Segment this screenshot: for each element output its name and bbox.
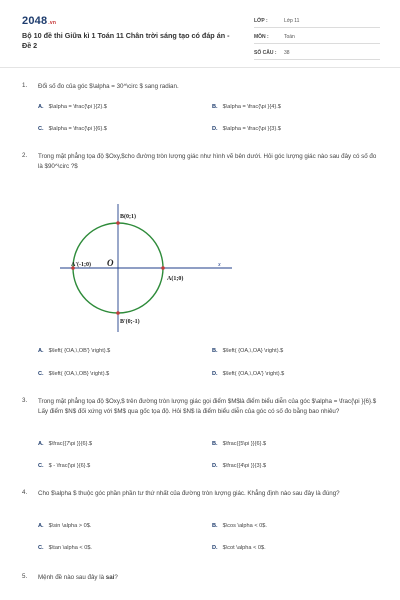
option-text: $\frac{{5\pi }}{6}.$ <box>222 441 267 447</box>
meta-label: LỚP : <box>254 18 268 24</box>
option-letter: D. <box>212 545 218 551</box>
option-1a[interactable] <box>38 104 107 110</box>
option-letter: A. <box>38 523 44 529</box>
question-number: 5. <box>22 573 28 580</box>
question-text: Trong mặt phẳng tọa độ $Oxy,$cho đường tròn lượng giác như hình vẽ bên dưới. Hỏi góc lượng giác nào sau đây có số đo là $90^\circ ?$ <box>38 153 377 170</box>
option-letter: D. <box>212 126 218 132</box>
option-letter: A. <box>38 104 44 110</box>
question-number: 2. <box>22 152 28 159</box>
option-text: $\alpha = \frac{\pi }{2}.$ <box>48 104 107 110</box>
option-3a[interactable] <box>38 441 92 447</box>
option-letter: B. <box>212 348 218 354</box>
meta-value: Lớp 11 <box>284 18 300 24</box>
unit-circle-figure <box>60 202 240 334</box>
option-letter: C. <box>38 545 44 551</box>
question-number: 4. <box>22 489 28 496</box>
meta-row-class <box>254 14 380 28</box>
meta-value: Toán <box>284 34 295 40</box>
question-number: 3. <box>22 397 28 404</box>
option-4a[interactable] <box>38 523 91 529</box>
meta-value: 38 <box>284 50 290 56</box>
option-text: $\cot \alpha < 0$. <box>222 545 266 551</box>
option-3c[interactable] <box>38 463 90 469</box>
label-origin: O <box>107 258 114 268</box>
option-letter: C. <box>38 463 44 469</box>
question-text-emphasis: sai <box>105 574 115 581</box>
option-4d[interactable] <box>212 545 266 551</box>
option-text: $\frac{{7\pi }}{6}.$ <box>48 441 93 447</box>
option-text: $\frac{{4\pi }}{3}.$ <box>222 463 267 469</box>
label-a: A(1;0) <box>167 276 184 282</box>
option-4b[interactable] <box>212 523 267 529</box>
option-text: $\alpha = \frac{\pi }{3}.$ <box>222 126 281 132</box>
exam-meta <box>254 14 380 62</box>
unit-circle-svg <box>60 202 240 334</box>
option-text: $ - \frac{\pi }{6}.$ <box>48 463 91 469</box>
question-number: 1. <box>22 82 28 89</box>
question-text: Cho $\alpha $ thuộc góc phần phần tư thứ nhất của đường tròn lượng giác. Khẳng định nào sau đây là đúng? <box>38 490 340 497</box>
meta-label: MÔN : <box>254 34 269 40</box>
question-text-part: ? <box>114 574 118 581</box>
option-text: $\tan \alpha < 0$. <box>48 545 92 551</box>
label-x-axis: x <box>218 262 221 268</box>
option-letter: C. <box>38 126 44 132</box>
meta-row-subject <box>254 30 380 44</box>
meta-label: SỐ CÂU : <box>254 50 277 56</box>
label-b: B(0;1) <box>120 214 136 220</box>
option-2b[interactable] <box>212 348 283 354</box>
option-letter: B. <box>212 441 218 447</box>
question-text <box>38 573 378 583</box>
option-text: $\left( {OA,\,OA} \right).$ <box>222 348 284 354</box>
option-3b[interactable] <box>212 441 266 447</box>
option-4c[interactable] <box>38 545 92 551</box>
question-text: Trong mặt phẳng tọa độ $Oxy,$ trên đường tròn lượng giác gọi điểm $M$là điểm biểu diễn của góc $\alpha = \frac{\pi }{6}.$ Lấy điểm $N$ đối xứng với $M$ qua gốc tọa độ. Hỏi $N$ là điểm biểu diễn của góc có số đo bằng bao nhiêu? <box>38 398 377 415</box>
option-1c[interactable] <box>38 126 107 132</box>
option-text: $\alpha = \frac{\pi }{6}.$ <box>48 126 107 132</box>
option-letter: B. <box>212 523 218 529</box>
point-b-prime <box>116 311 120 315</box>
page-title: Bộ 10 đề thi Giữa kì 1 Toán 11 Chân trời sáng tạo có đáp án - Đề 2 <box>22 31 230 50</box>
option-letter: A. <box>38 348 44 354</box>
logo-suffix: .vn <box>48 20 57 26</box>
meta-row-count <box>254 46 380 60</box>
option-letter: B. <box>212 104 218 110</box>
option-1b[interactable] <box>212 104 281 110</box>
header <box>0 0 400 68</box>
option-2c[interactable] <box>38 371 109 377</box>
site-logo[interactable] <box>22 15 56 27</box>
option-text: $\left( {OA,\,OB'} \right).$ <box>48 348 111 354</box>
question-text-part: Mệnh đề nào sau đây là <box>38 574 106 581</box>
label-a-prime: A'(-1;0) <box>71 262 91 268</box>
option-text: $\cos \alpha < 0$. <box>222 523 267 529</box>
option-letter: C. <box>38 371 44 377</box>
option-text: $\left( {OA,\,OB} \right).$ <box>48 371 110 377</box>
option-letter: D. <box>212 371 218 377</box>
option-1d[interactable] <box>212 126 281 132</box>
option-2a[interactable] <box>38 348 110 354</box>
option-letter: D. <box>212 463 218 469</box>
option-text: $\alpha = \frac{\pi }{4}.$ <box>222 104 281 110</box>
option-text: $\sin \alpha > 0$. <box>48 523 92 529</box>
point-b <box>116 221 120 225</box>
option-3d[interactable] <box>212 463 266 469</box>
question-text: Đổi số đo của góc $\alpha = 30^\circ $ sang radian. <box>38 83 179 90</box>
point-a <box>161 266 165 270</box>
option-2d[interactable] <box>212 371 284 377</box>
logo-main: 2048 <box>22 15 48 27</box>
option-letter: A. <box>38 441 44 447</box>
label-b-prime: B'(0;-1) <box>120 319 140 325</box>
option-text: $\left( {OA,\,OA'} \right).$ <box>222 371 285 377</box>
